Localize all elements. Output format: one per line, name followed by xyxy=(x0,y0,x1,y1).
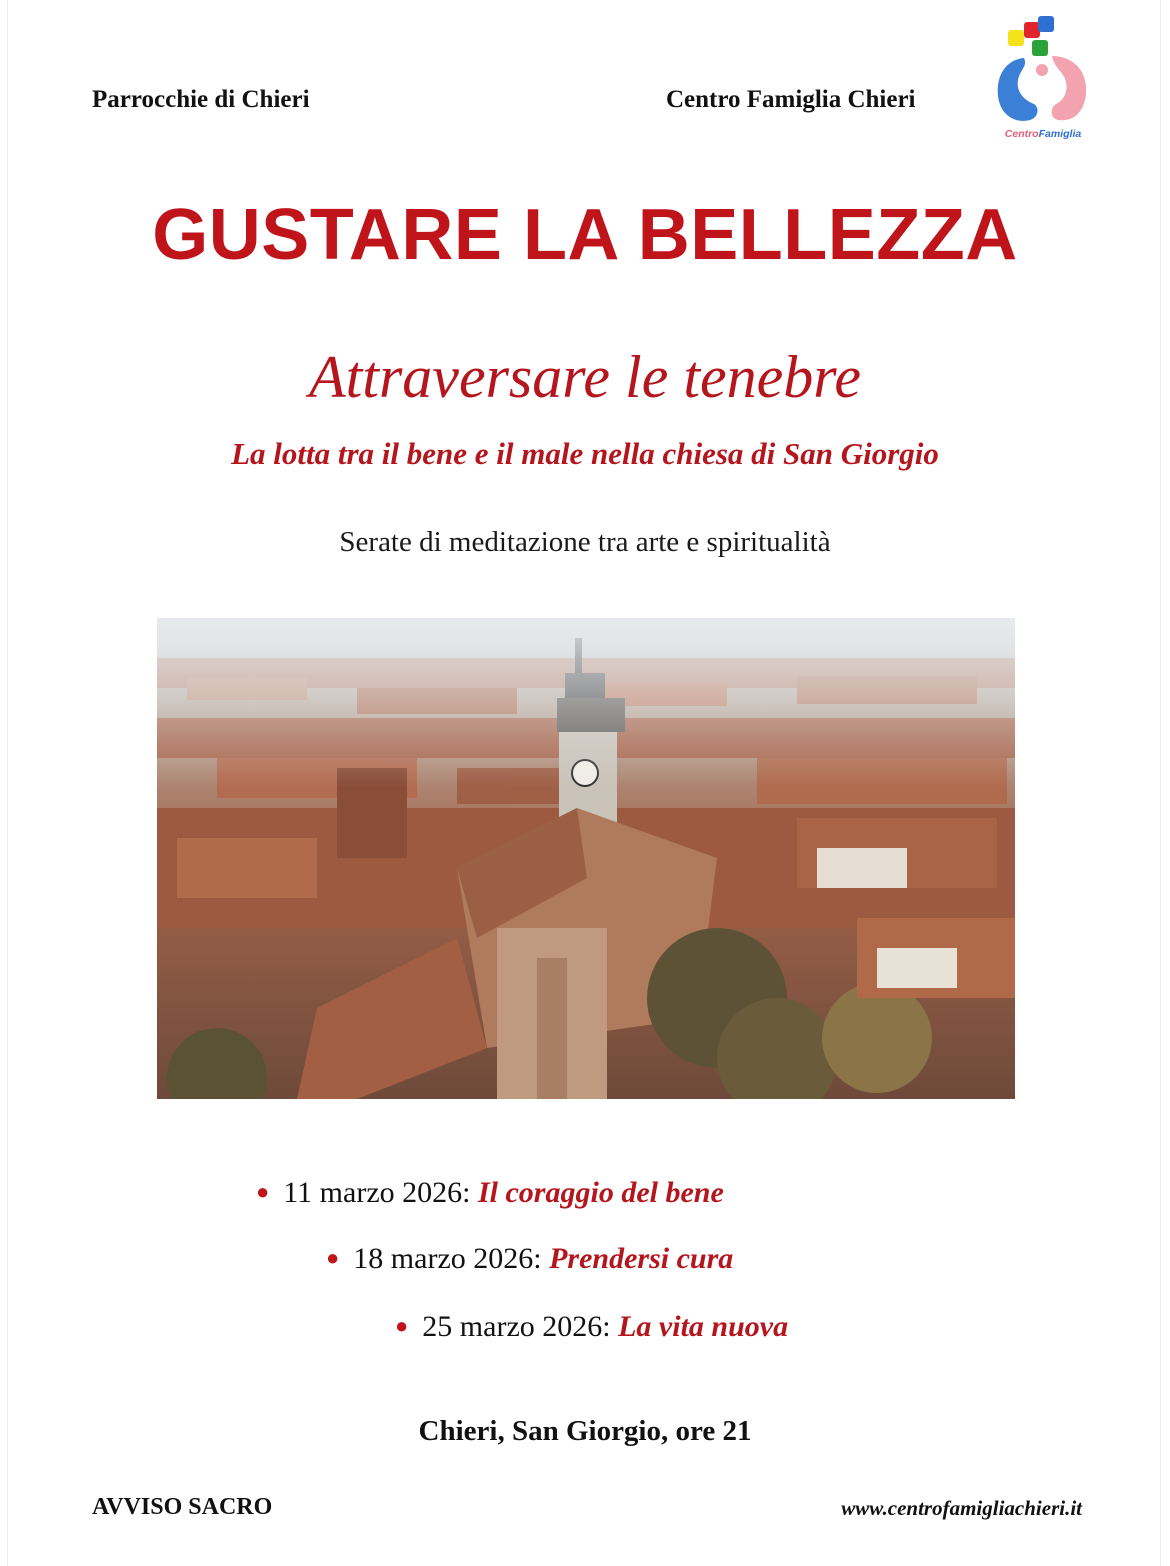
header-parish-label: Parrocchie di Chieri xyxy=(92,86,310,113)
event-item xyxy=(395,1306,788,1347)
event-date: 25 marzo 2026: xyxy=(422,1310,611,1343)
aerial-photo-chieri xyxy=(157,618,1015,1099)
event-item xyxy=(326,1238,733,1279)
event-description: Serate di meditazione tra arte e spiritualità xyxy=(339,526,831,558)
header-organization-label: Centro Famiglia Chieri xyxy=(666,86,916,113)
event-item xyxy=(256,1172,724,1213)
tagline: La lotta tra il bene e il male nella chiesa di San Giorgio xyxy=(231,436,939,471)
logo-graphic xyxy=(994,16,1092,128)
subtitle: Attraversare le tenebre xyxy=(308,344,862,410)
event-title: La vita nuova xyxy=(618,1310,789,1343)
footer-notice: AVVISO SACRO xyxy=(92,1494,273,1520)
bullet-icon: ● xyxy=(256,1179,270,1204)
bullet-icon: ● xyxy=(395,1313,409,1338)
event-location: Chieri, San Giorgio, ore 21 xyxy=(418,1415,752,1447)
centro-famiglia-logo xyxy=(994,16,1092,144)
logo-wordmark: CentroFamiglia xyxy=(1004,128,1082,140)
bullet-icon: ● xyxy=(326,1245,340,1270)
main-title: GUSTARE LA BELLEZZA xyxy=(152,195,1018,275)
footer-website-link[interactable]: www.centrofamigliachieri.it xyxy=(841,1496,1082,1520)
event-date: 11 marzo 2026: xyxy=(283,1176,471,1209)
event-title: Il coraggio del bene xyxy=(477,1176,724,1209)
event-title: Prendersi cura xyxy=(549,1242,734,1275)
event-date: 18 marzo 2026: xyxy=(353,1242,542,1275)
